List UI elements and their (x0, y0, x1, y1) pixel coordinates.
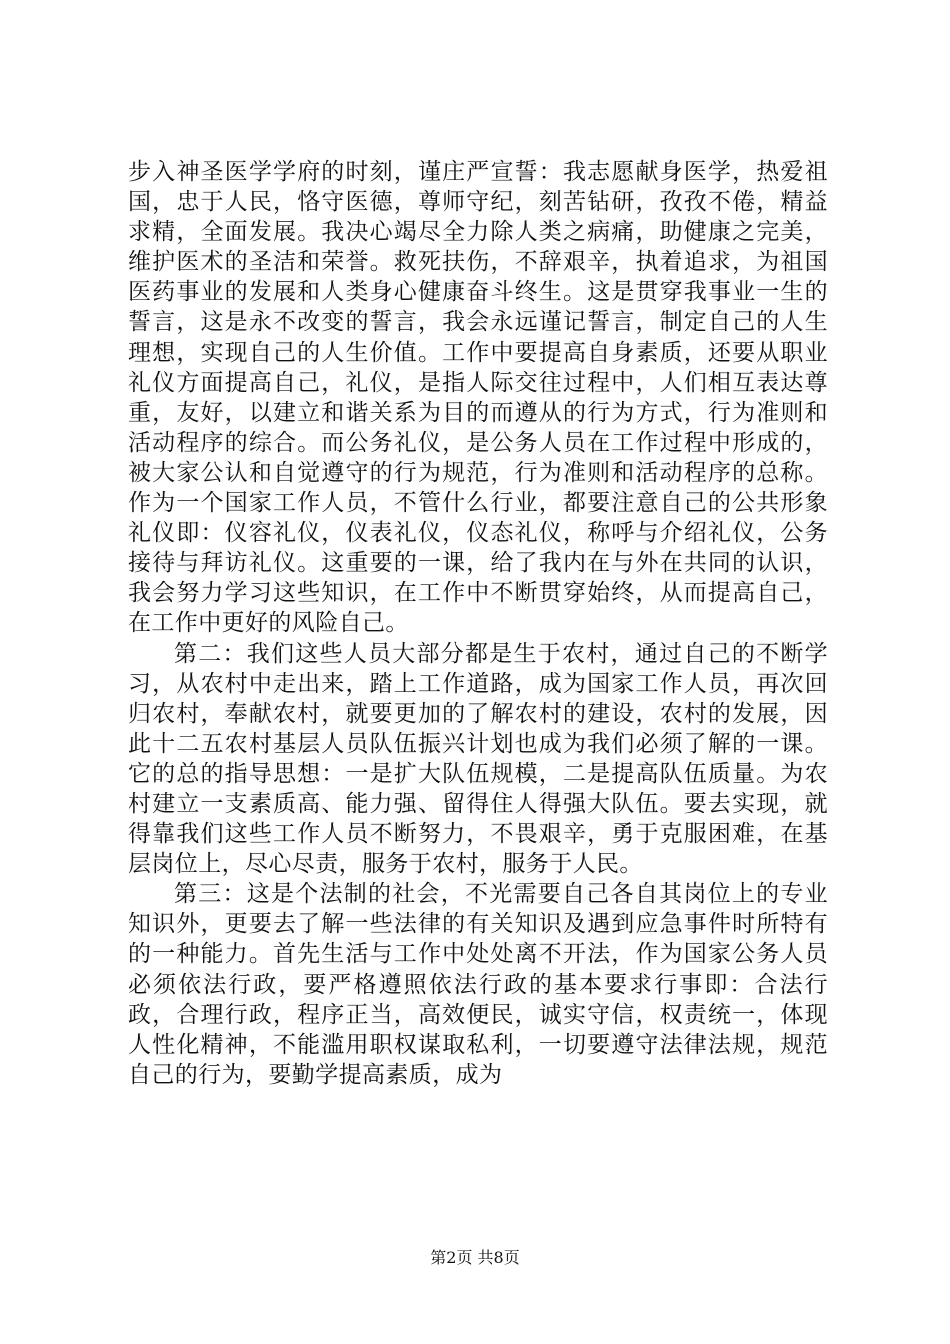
paragraph-2: 第二：我们这些人员大部分都是生于农村，通过自己的不断学习，从农村中走出来，踏上工作道路，成为国家工作人员，再次回归农村，奉献农村，就要更加的了解农村的建设，农村的发展，因此十二五农村基层人员队伍振兴计划也成为我们必须了解的一课。它的总的指导思想：一是扩大队伍规模，二是提高队伍质量。为农村建立一支素质高、能力强、留得住人得强大队伍。要去实现，就得靠我们这些工作人员不断努力，不畏艰辛，勇于克服困难，在基层岗位上，尽心尽责，服务于农村，服务于人民。 (128, 640, 828, 878)
paragraph-3: 第三：这是个法制的社会，不光需要自己各自其岗位上的专业知识外，更要去了解一些法律的有关知识及遇到应急事件时所特有的一种能力。首先生活与工作中处处离不开法，作为国家公务人员必须依法行政，要严格遵照依法行政的基本要求行事即：合法行政，合理行政，程序正当，高效便民，诚实守信，权责统一，体现人性化精神，不能滥用职权谋取私利，一切要遵守法律法规，规范自己的行为，要勤学提高素质，成为 (128, 881, 828, 1088)
paragraph-1: 步入神圣医学学府的时刻，谨庄严宣誓：我志愿献身医学，热爱祖国，忠于人民，恪守医德，尊师守纪，刻苦钻研，孜孜不倦，精益求精，全面发展。我决心竭尽全力除人类之病痛，助健康之完美，维护医术的圣洁和荣誉。救死扶伤，不辞艰辛，执着追求，为祖国医药事业的发展和人类身心健康奋斗终生。这是贯穿我事业一生的誓言，这是永不改变的誓言，我会永远谨记誓言，制定自己的人生理想，实现自己的人生价值。工作中要提高自身素质，还要从职业礼仪方面提高自己，礼仪，是指人际交往过程中，人们相互表达尊重，友好，以建立和谐关系为目的而遵从的行为方式，行为准则和活动程序的综合。而公务礼仪，是公务人员在工作过程中形成的，被大家公认和自觉遵守的行为规范，行为准则和活动程序的总称。作为一个国家工作人员，不管什么行业，都要注意自己的公共形象礼仪即：仪容礼仪，仪表礼仪，仪态礼仪，称呼与介绍礼仪，公务接待与拜访礼仪。这重要的一课，给了我内在与外在共同的认识，我会努力学习这些知识，在工作中不断贯穿始终，从而提高自己，在工作中更好的风险自己。 (128, 159, 828, 637)
document-body (128, 157, 828, 1090)
page-footer: 第2页 共8页 (430, 1248, 520, 1267)
